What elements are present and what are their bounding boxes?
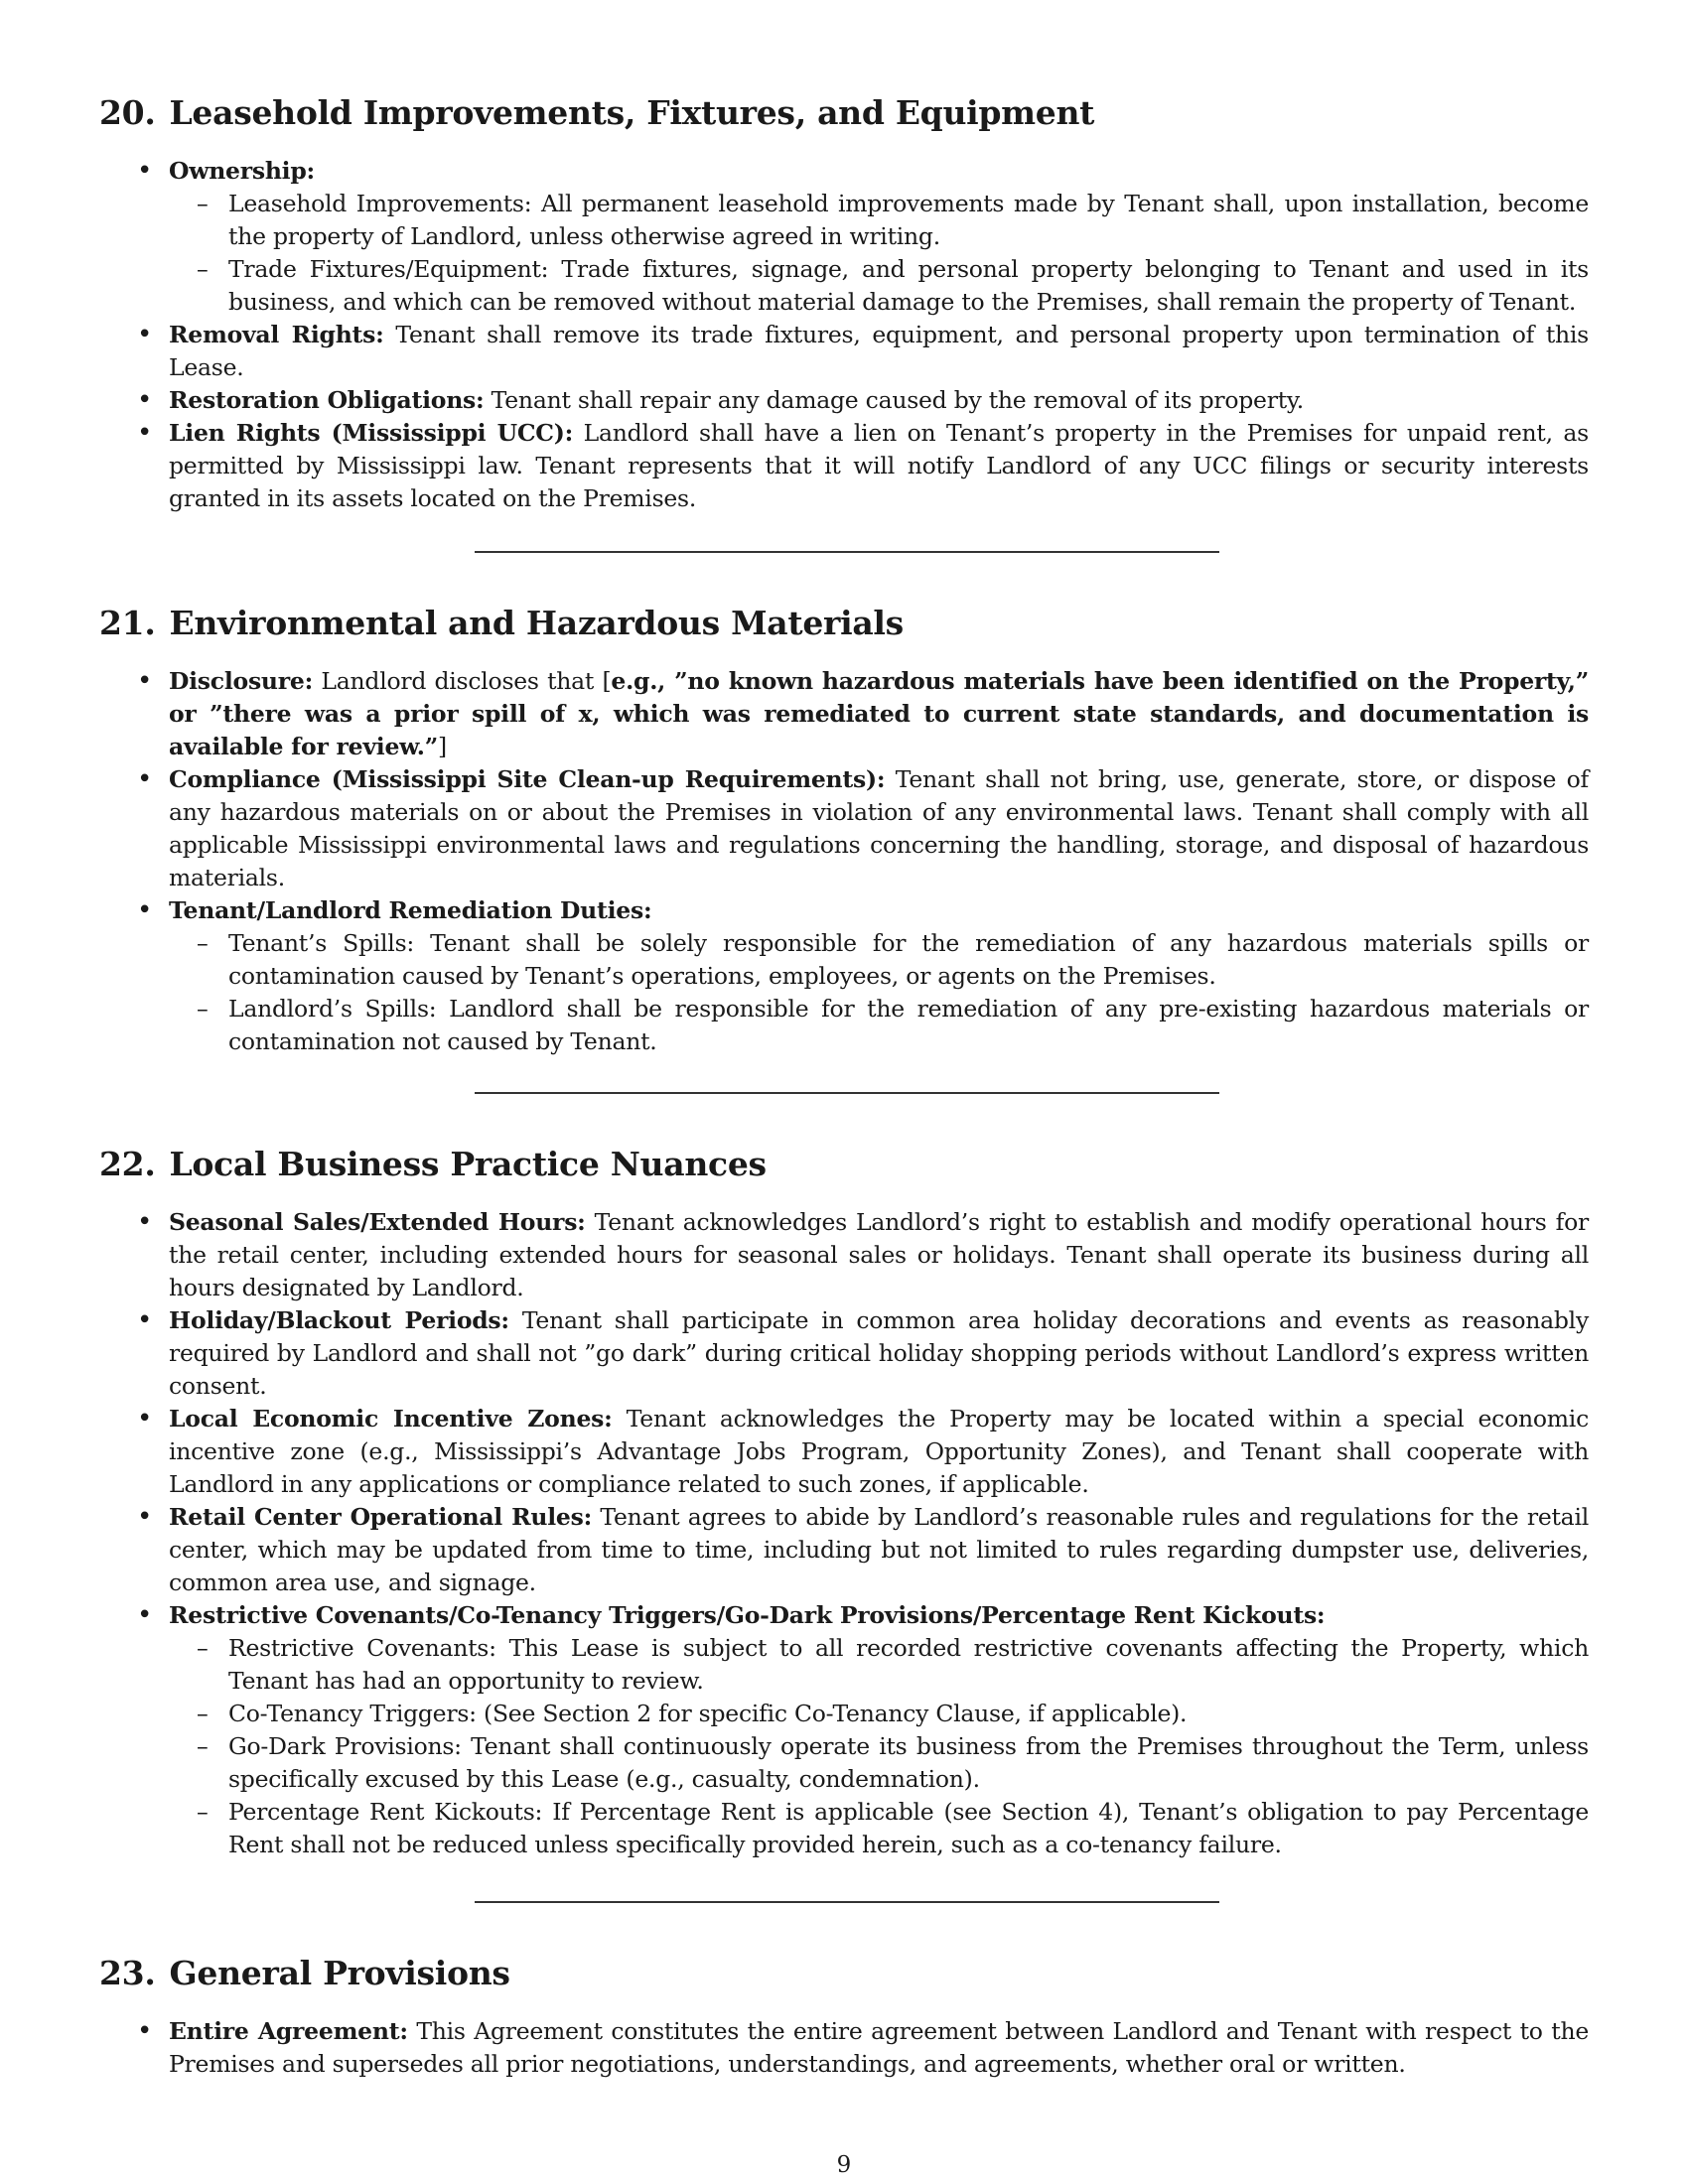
bullet-list — [99, 1206, 1589, 1861]
page-number: 9 — [836, 2152, 852, 2178]
sub-list-item: – Go-Dark Provisions: Tenant shall continuously operate its business from the Premises throughout the Term, unless specifically excused by this Lease (e.g., casualty, condemnation). — [169, 1730, 1589, 1796]
section-23 — [99, 1952, 1589, 2081]
section-heading: 21. Environmental and Hazardous Materials — [99, 604, 904, 642]
list-item: • Compliance (Mississippi Site Clean-up Requirements): Tenant shall not bring, use, generate, store, or dispose of any hazardous materials on or about the Premises in violation of any environmental laws. Tenant shall comply with all applicable Mississippi environmental laws and regulations concerning the handling, storage, and disposal of hazardous materials. — [99, 763, 1589, 894]
section-20 — [99, 91, 1589, 515]
list-item: • Ownership: – Leasehold Improvements: All permanent leasehold improvements made by Tenant shall, upon installation, become the property of Landlord, unless otherwise agreed in writing. – Trade Fixtures/Equipment: Trade fixtures, signage, and personal property belonging to Tenant and used in its business, and which can be removed without material damage to the Premises, shall remain the property of Tenant. — [99, 155, 1589, 319]
list-item: • Lien Rights (Mississippi UCC): Landlord shall have a lien on Tenant’s property in the Premises for unpaid rent, as permitted by Mississippi law. Tenant represents that it will notify Landlord of any UCC filings or security interests granted in its assets located on the Premises. — [99, 417, 1589, 515]
section-divider — [475, 551, 1219, 553]
list-item: • Entire Agreement: This Agreement constitutes the entire agreement between Landlord and Tenant with respect to the Premises and supersedes all prior negotiations, understandings, and agreements, whether oral or written. — [99, 2015, 1589, 2081]
list-item: • Seasonal Sales/Extended Hours: Tenant acknowledges Landlord’s right to establish and modify operational hours for the retail center, including extended hours for seasonal sales or holidays. Tenant shall operate its business during all hours designated by Landlord. — [99, 1206, 1589, 1304]
sub-list-item: – Leasehold Improvements: All permanent leasehold improvements made by Tenant shall, upon installation, become the property of Landlord, unless otherwise agreed in writing. — [169, 188, 1589, 253]
bullet-list — [99, 665, 1589, 1058]
list-item: • Retail Center Operational Rules: Tenant agrees to abide by Landlord’s reasonable rules and regulations for the retail center, which may be updated from time to time, including but not limited to rules regarding dumpster use, deliveries, common area use, and signage. — [99, 1501, 1589, 1599]
sub-list-item: – Landlord’s Spills: Landlord shall be responsible for the remediation of any pre-existing hazardous materials or contamination not caused by Tenant. — [169, 993, 1589, 1058]
list-item: • Removal Rights: Tenant shall remove its trade fixtures, equipment, and personal property upon termination of this Lease. — [99, 319, 1589, 384]
bullet-list — [99, 2015, 1589, 2081]
bullet-list — [99, 155, 1589, 515]
list-item: • Local Economic Incentive Zones: Tenant acknowledges the Property may be located within a special economic incentive zone (e.g., Mississippi’s Advantage Jobs Program, Opportunity Zones), and Tenant shall cooperate with Landlord in any applications or compliance related to such zones, if applicable. — [99, 1403, 1589, 1501]
sub-list-item: – Tenant’s Spills: Tenant shall be solely responsible for the remediation of any hazardous materials spills or contamination caused by Tenant’s operations, employees, or agents on the Premises. — [169, 927, 1589, 993]
sub-list — [169, 927, 1589, 1058]
sub-list — [169, 1632, 1589, 1861]
sub-list-item: – Restrictive Covenants: This Lease is subject to all recorded restrictive covenants affecting the Property, which Tenant has had an opportunity to review. — [169, 1632, 1589, 1698]
section-22 — [99, 1143, 1589, 1861]
section-heading: 22. Local Business Practice Nuances — [99, 1145, 767, 1183]
sub-list-item: – Trade Fixtures/Equipment: Trade fixtures, signage, and personal property belonging to Tenant and used in its business, and which can be removed without material damage to the Premises, shall remain the property of Tenant. — [169, 253, 1589, 319]
sub-list-item: – Co-Tenancy Triggers: (See Section 2 for specific Co-Tenancy Clause, if applicable). — [169, 1698, 1589, 1730]
list-item: • Restoration Obligations: Tenant shall repair any damage caused by the removal of its property. — [99, 384, 1589, 417]
list-item: • Holiday/Blackout Periods: Tenant shall participate in common area holiday decorations and events as reasonably required by Landlord and shall not ”go dark” during critical holiday shopping periods without Landlord’s express written consent. — [99, 1304, 1589, 1403]
section-divider — [475, 1901, 1219, 1903]
sub-list — [169, 188, 1589, 319]
sub-list-item: – Percentage Rent Kickouts: If Percentage Rent is applicable (see Section 4), Tenant’s obligation to pay Percentage Rent shall not be reduced unless specifically provided herein, such as a co-tenancy failure. — [169, 1796, 1589, 1861]
section-heading: 23. General Provisions — [99, 1954, 510, 1992]
list-item: • Disclosure: Landlord discloses that [e.g., ”no known hazardous materials have been identified on the Property,” or ”there was a prior spill of x, which was remediated to current state standards, and documentation is available for review.”] — [99, 665, 1589, 763]
section-heading: 20. Leasehold Improvements, Fixtures, and Equipment — [99, 93, 1095, 132]
section-divider — [475, 1092, 1219, 1094]
section-21 — [99, 602, 1589, 1058]
list-item: • Restrictive Covenants/Co-Tenancy Triggers/Go-Dark Provisions/Percentage Rent Kickouts: – Restrictive Covenants: This Lease is subject to all recorded restrictive covenants affecting the Property, which Tenant has had an opportunity to review. – Co-Tenancy Triggers: (See Section 2 for specific Co-Tenancy Clause, if applicable). – Go-Dark Provisions: Tenant shall continuously operate its business from the Premises throughout the Term, unless specifically excused by this Lease (e.g., casualty, condemnation). – Percentage Rent Kickouts: If Percentage Rent is applicable (see Section 4), Tenant’s obligation to pay Percentage Rent shall not be reduced unless specifically provided herein, such as a co-tenancy failure. — [99, 1599, 1589, 1861]
list-item: • Tenant/Landlord Remediation Duties: – Tenant’s Spills: Tenant shall be solely responsible for the remediation of any hazardous materials spills or contamination caused by Tenant’s operations, employees, or agents on the Premises. – Landlord’s Spills: Landlord shall be responsible for the remediation of any pre-existing hazardous materials or contamination not caused by Tenant. — [99, 894, 1589, 1058]
